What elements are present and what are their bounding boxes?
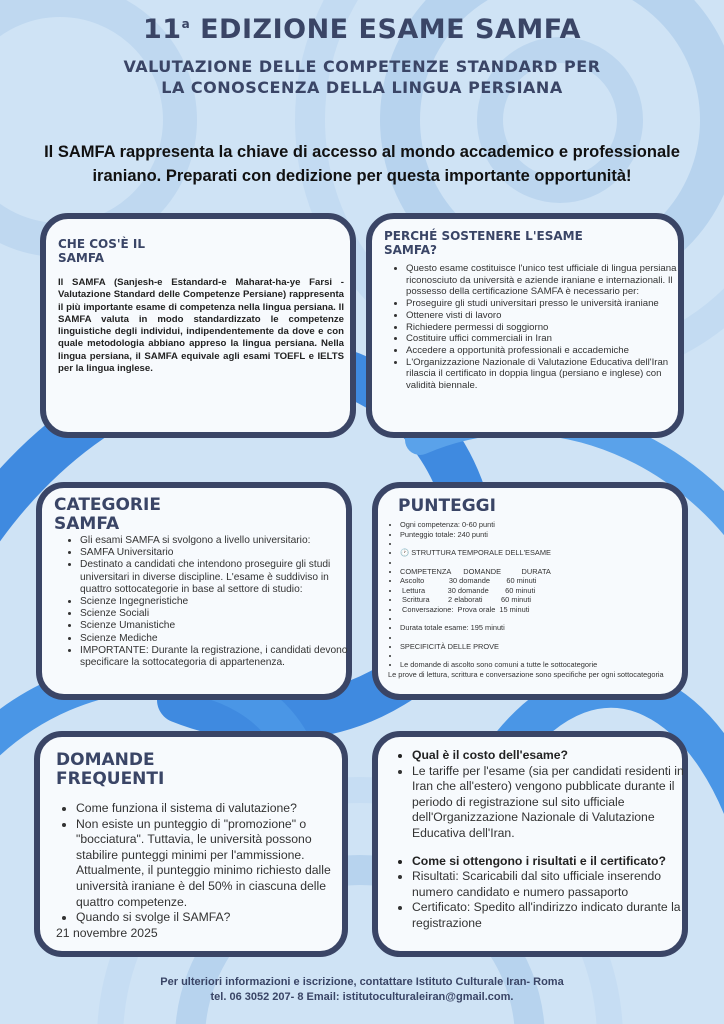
page-subtitle: VALUTAZIONE DELLE COMPETENZE STANDARD PER LA CONOSCENZA DELLA LINGUA PERSIANA — [123, 57, 601, 97]
why-list — [392, 263, 682, 392]
list-item — [400, 614, 668, 623]
footer-line-1: Per ulteriori informazioni e iscrizione, contattare Istituto Culturale Iran- Roma — [160, 976, 564, 988]
list-item: • IMPORTANTE: Durante la registrazione, i candidati devono specificare la sottocategoria di appartenenza. — [80, 645, 358, 669]
list-item: • Qual è il costo dell'esame? — [412, 748, 702, 764]
list-item: • Scienze Mediche — [80, 633, 358, 645]
list-item: • Questo esame costituisce l'unico test ufficiale di lingua persiana riconosciuto da università e aziende iraniane e internazionali. Il possesso della certificazione SAMFA è necessario per: — [406, 263, 682, 298]
what-body: Il SAMFA (Sanjesh-e Estandard-e Maharat-ha-ye Farsi - Valutazione Standard delle Competenze Persiane) rappresenta il più importante esame di competenza nella lingua persiana. Il SAMFA valuta in modo standardizzato le competenze linguistiche degli individui, indipendentemente da dove e con quale metodologia abbiano appreso la lingua persiana. Nella lingua persiana, il SAMFA equivale agli esami TOEFL e IELTS per la lingua inglese. — [58, 277, 344, 375]
why-heading: PERCHÉ SOSTENERE L'ESAME SAMFA? — [384, 229, 583, 257]
list-item: • Risultati: Scaricabili dal sito ufficiale inserendo numero candidato e numero passaporto — [412, 869, 702, 900]
scores-card — [372, 482, 688, 700]
list-item: • SPECIFICITÀ DELLE PROVE — [400, 642, 668, 652]
list-item — [400, 651, 668, 660]
intro-text: Il SAMFA rappresenta la chiave di accesso al mondo accademico e professionale iraniano. Preparati con dedizione per questa importante opportunità! — [44, 143, 680, 185]
page-title: 11$^a$ EDIZIONE ESAME SAMFA — [143, 14, 581, 45]
scores-content — [388, 520, 668, 679]
scores-note2: Le prove di lettura, scrittura e conversazione sono specifiche per ogni sottocategoria — [388, 669, 664, 679]
list-item: • Accedere a opportunità professionali e accademiche — [406, 345, 682, 357]
list-item: • SAMFA Universitario — [80, 547, 358, 559]
list-item: • Durata totale esame: 195 minuti — [400, 623, 668, 633]
list-item: • Ascolto 30 domande 60 minuti — [400, 576, 668, 586]
faq-heading: DOMANDE FREQUENTI — [56, 750, 165, 789]
list-item: • Non esiste un punteggio di "promozione" o "bocciatura". Tuttavia, le università possono stabilire punteggi minimi per l'ammissione. Attualmente, il punteggio minimo richiesto dalle università iraniane è del 50% in ciascuna delle quattro competenze. — [76, 817, 336, 911]
list-item: • Le tariffe per l'esame (sia per candidati residenti in Iran che all'estero) vengono pubblicate durante il periodo di registrazione sul sito ufficiale dell'Organizzazione Nazionale di Valutazione Educativa dell'Iran. — [412, 764, 702, 842]
faq2-list — [398, 748, 702, 932]
list-item: • 🕐 STRUTTURA TEMPORALE DELL'ESAME — [400, 548, 668, 558]
list-item: • L'Organizzazione Nazionale di Valutazione Educativa dell'Iran rilascia il certificato in doppia lingua (persiano e inglese) con validità biennale. — [406, 357, 682, 392]
list-item: • Quando si svolge il SAMFA? — [76, 910, 336, 926]
list-item: • Punteggio totale: 240 punti — [400, 530, 668, 540]
list-item: • Richiedere permessi di soggiorno — [406, 322, 682, 334]
list-item — [400, 633, 668, 642]
list-item: • Come funziona il sistema di valutazione? — [76, 801, 336, 817]
list-item: • Certificato: Spedito all'indirizzo indicato durante la registrazione — [412, 900, 702, 931]
list-item: • Conversazione: Prova orale 15 minuti — [400, 605, 668, 615]
list-item: • Destinato a candidati che intendono proseguire gli studi universitari in diverse discipline. L'esame è suddiviso in quattro sottocategorie in base al settore di studio: — [80, 559, 358, 596]
faq-card-2 — [372, 731, 688, 957]
why-card — [366, 213, 684, 438]
list-item: • Ottenere visti di lavoro — [406, 310, 682, 322]
footer-line-2: tel. 06 3052 207- 8 Email: istitutoculturaleiran@gmail.com. — [210, 991, 514, 1003]
list-item: • Gli esami SAMFA si svolgono a livello universitario: — [80, 535, 358, 547]
categories-heading: CATEGORIE SAMFA — [54, 495, 161, 534]
categories-card — [36, 482, 352, 700]
footer-contact — [0, 975, 724, 1005]
what-heading: CHE COS'È IL SAMFA — [58, 237, 146, 265]
faq-card — [34, 731, 348, 957]
list-item: • Come si ottengono i risultati e il certificato? — [412, 854, 702, 870]
list-item: • Costituire uffici commerciali in Iran — [406, 333, 682, 345]
list-item — [412, 842, 702, 854]
categories-list — [66, 535, 358, 669]
list-item: • COMPETENZA DOMANDE DURATA — [400, 567, 668, 577]
list-item — [400, 539, 668, 548]
list-item: • Le domande di ascolto sono comuni a tutte le sottocategorie — [400, 660, 668, 670]
list-item — [400, 558, 668, 567]
list-item: • Scienze Sociali — [80, 608, 358, 620]
list-item: • Proseguire gli studi universitari presso le università iraniane — [406, 298, 682, 310]
list-item: • Lettura 30 domande 60 minuti — [400, 586, 668, 596]
list-item: • Ogni competenza: 0-60 punti — [400, 520, 668, 530]
list-item: • Scienze Umanistiche — [80, 620, 358, 632]
list-item: • Scrittura 2 elaborati 60 minuti — [400, 595, 668, 605]
list-item: • Scienze Ingegneristiche — [80, 596, 358, 608]
what-is-samfa-card — [40, 213, 356, 438]
faq-content — [56, 801, 336, 941]
exam-date: 21 novembre 2025 — [56, 925, 158, 940]
scores-heading: PUNTEGGI — [398, 496, 496, 516]
